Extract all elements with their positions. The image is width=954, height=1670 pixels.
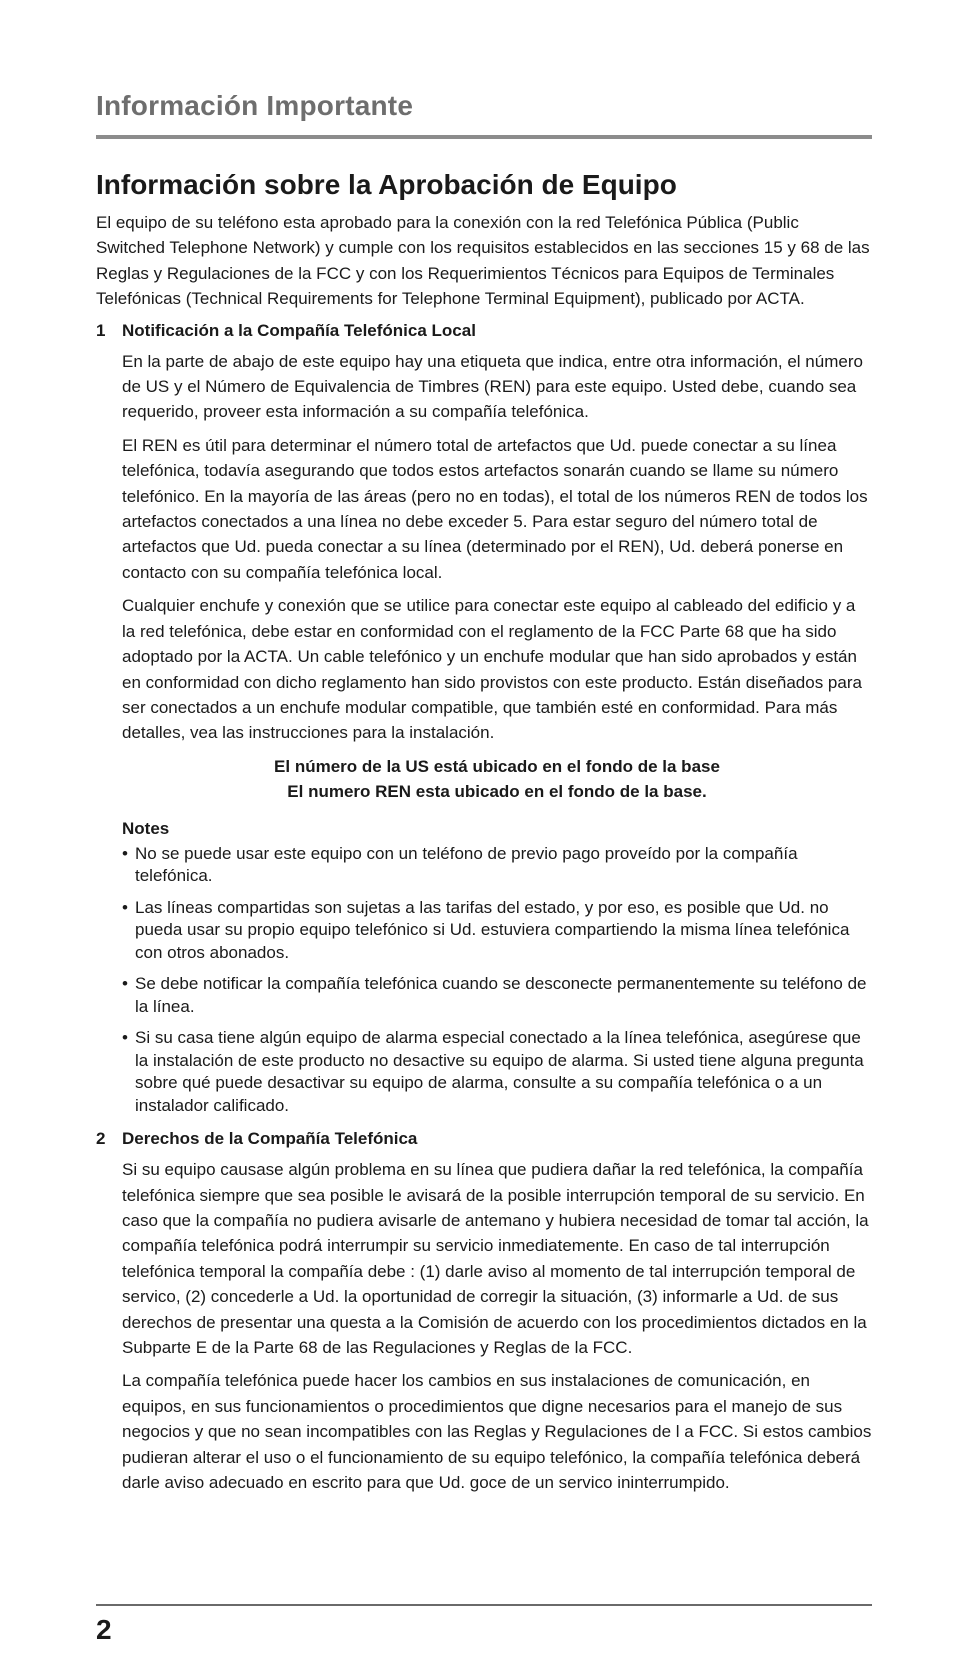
footer-rule [96, 1604, 872, 1606]
note-text: Si su casa tiene algún equipo de alarma especial conectado a la línea telefónica, asegúrese que la instalación de este producto no desactive su equipo de alarma. Si usted tiene alguna pregunta sobre qué puede desactivar su equipo de alarma, consulte a su compañía telefónica o a un instalador calificado. [135, 1028, 864, 1115]
page-content [96, 168, 872, 1504]
item-2-paragraph: La compañía telefónica puede hacer los cambios en sus instalaciones de comunicación, en equipos, en sus funcionamientos o procedimientos que digne necesarios para el manejo de sus negocios y que no sean incompatibles con las Reglas y Regulaciones de l a FCC. Si estos cambios pudieran alterar el uso o el funcionamiento de su equipo telefónico, la compañía telefónica deberá darle aviso adecuado en escrito para que Ud. goce de un servico ininterrumpido. [122, 1371, 872, 1493]
item-2-number: 2 [96, 1129, 106, 1149]
notes-list [122, 843, 872, 1118]
note-text: No se puede usar este equipo con un teléfono de previo pago proveído por la compañía telefónica. [135, 843, 798, 886]
note-item [122, 843, 872, 888]
item-1-heading-text: Notificación a la Compañía Telefónica Local [122, 320, 476, 340]
item-1-paragraph: El REN es útil para determinar el número total de artefactos que Ud. puede conectar a su línea telefónica, todavía asegurando que todos estos artefactos sonarán cuando se llame su número telefónico. En la mayoría de las áreas (pero no en todas), el total de los números REN de todos los artefactos conectados a una línea no debe exceder 5. Para estar seguro del número total de artefactos que Ud. pueda conectar a su línea (determinado por el REN), Ud. deberá ponerse en contacto con su compañía telefónica local. [122, 435, 868, 582]
note-item [122, 973, 872, 1018]
bullet-icon: • [122, 1028, 128, 1048]
item-1-heading [96, 318, 872, 343]
bullet-icon: • [122, 974, 128, 994]
page-number: 2 [96, 1614, 112, 1645]
item-2-paragraph: Si su equipo causase algún problema en su línea que pudiera dañar la red telefónica, la compañía telefónica siempre que sea posible le avisará de la posible interrupción temporal de su servicio. En caso que la compañía no pudiera avisarle de antemano y hubiera necesidad de tomar tal acción, la compañía telefónica podrá interrumpir su servicio inmediatemente. En caso de tal interrupción telefónica temporal la compañía debe : (1) darle aviso al momento de tal interrupción temporal de servico, (2) concederle a Ud. la oportunidad de corregir la situación, (3) informarle a Ud. de sus derechos de presentar una questa a la Comisión de acuerdo con los procedimientos dictados en la Subparte E de la Parte 68 de las Regulaciones y Reglas de la FCC. [122, 1160, 869, 1358]
section-title: Información sobre la Aprobación de Equipo [96, 169, 677, 200]
us-number-location: El número de la US está ubicado en el fondo de la base [274, 756, 720, 776]
bullet-icon: • [122, 897, 128, 917]
notes-label: Notes [122, 818, 170, 838]
item-2-body [122, 1157, 872, 1495]
note-text: Se debe notificar la compañía telefónica cuando se desconecte permanentemente su teléfono de la línea. [135, 974, 867, 1016]
running-header: Información Importante [96, 90, 414, 121]
note-item [122, 897, 872, 965]
item-2-heading-text: Derechos de la Compañía Telefónica [122, 1129, 418, 1149]
item-2-heading [96, 1126, 872, 1151]
note-text: Las líneas compartidas son sujetas a las tarifas del estado, y por eso, es posible que Ud. no pueda usar su propio equipo telefónico si Ud. estuviera compartiendo la misma línea telefónica con otros abonados. [135, 897, 850, 962]
item-1-paragraph: Cualquier enchufe y conexión que se utilice para conectar este equipo al cableado del edificio y a la red telefónica, debe estar en conformidad con el reglamento de la FCC Parte 68 que ha sido adoptado por la ACTA. Un cable telefónico y un enchufe modular que han sido aprobados y están en conformidad con dicho reglamento han sido provistos con este producto. Están diseñados para ser conectados a un enchufe modular compatible, que también esté en conformidad. Para más detalles, vea las instrucciones para la instalación. [122, 596, 862, 743]
note-item [122, 1027, 872, 1117]
item-1-number: 1 [96, 320, 106, 340]
bullet-icon: • [122, 843, 128, 863]
intro-paragraph: El equipo de su teléfono esta aprobado para la conexión con la red Telefónica Pública (Public Switched Telephone Network) y cumple con los requisitos establecidos en las secciones 15 y 68 de las Reglas y Regulaciones de la FCC y con los Requerimientos Técnicos para Equipos de Terminales Telefónicas (Technical Requirements for Telephone Terminal Equipment), publicado por ACTA. [96, 213, 870, 309]
item-1-paragraph: En la parte de abajo de este equipo hay una etiqueta que indica, entre otra información, el número de US y el Número de Equivalencia de Timbres (REN) para este equipo. Usted debe, cuando sea requerido, proveer esta información a su compañía telefónica. [122, 351, 863, 422]
header-rule [96, 135, 872, 139]
location-notice [122, 754, 872, 804]
ren-number-location: El numero REN esta ubicado en el fondo de la base. [287, 781, 707, 801]
item-1-body [122, 349, 872, 1118]
